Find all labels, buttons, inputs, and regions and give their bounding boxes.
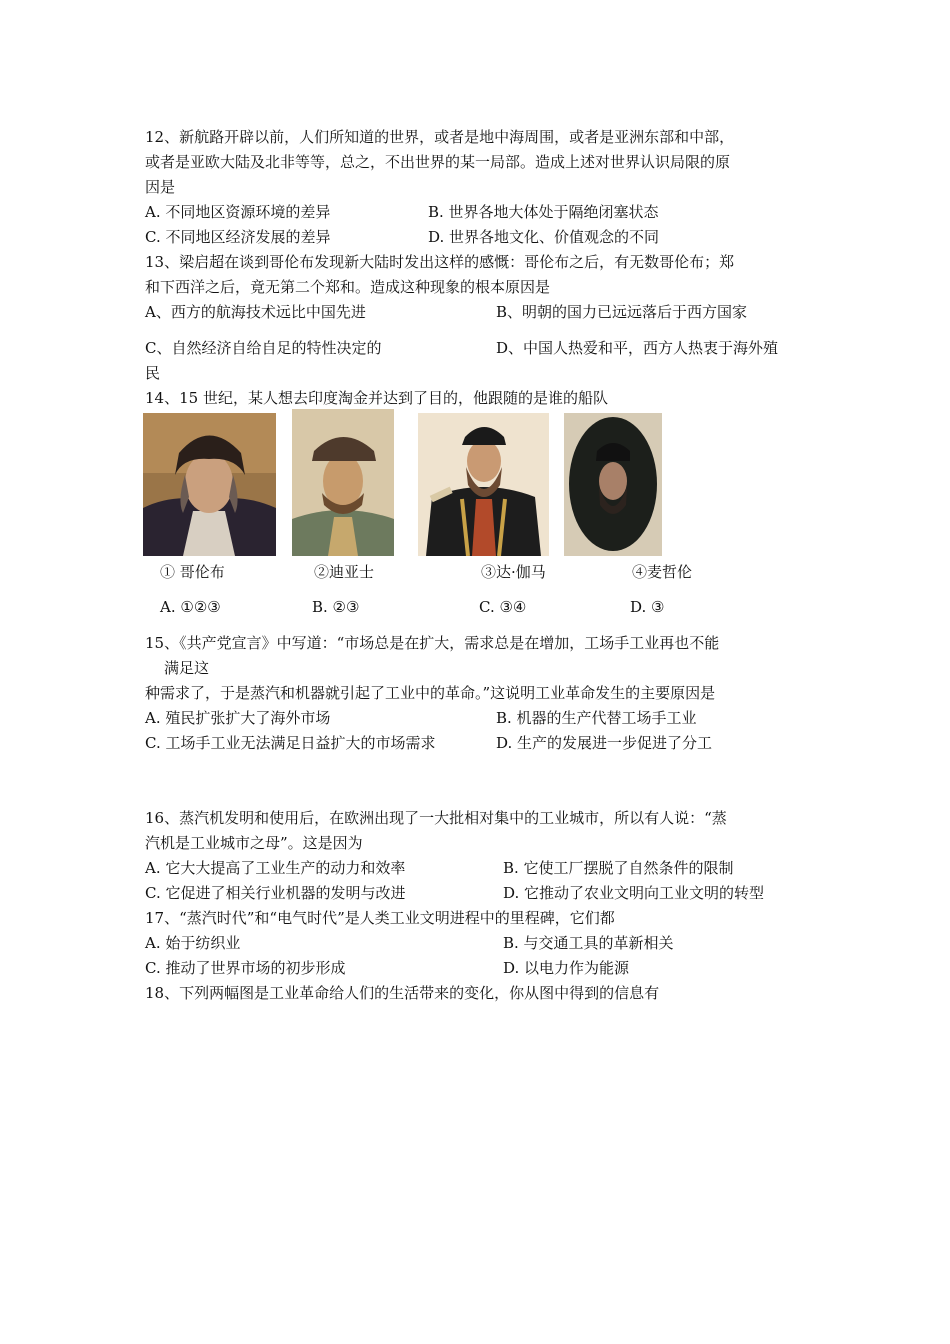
q16-option-b: B. 它使工厂摆脱了自然条件的限制 (503, 859, 734, 877)
caption-dias: ②迪亚士 (314, 563, 375, 581)
portrait-da-gama-image (418, 413, 549, 556)
q13-option-b: B、明朝的国力已远远落后于西方国家 (496, 303, 748, 321)
portrait-dias-image (292, 409, 394, 556)
q13-option-a: A、西方的航海技术远比中国先进 (145, 303, 366, 321)
q14-option-a: A. ①②③ (160, 598, 221, 616)
q12-stem-line-2: 或者是亚欧大陆及北非等等，总之，不出世界的某一局部。造成上述对世界认识局限的原 (145, 153, 731, 171)
q15-option-b: B. 机器的生产代替工场手工业 (496, 709, 697, 727)
q16-option-a: A. 它大大提高了工业生产的动力和效率 (145, 859, 406, 877)
q15-option-a: A. 殖民扩张扩大了海外市场 (145, 709, 331, 727)
q17-option-b: B. 与交通工具的革新相关 (503, 934, 674, 952)
q13-option-d: D、中国人热爱和平，西方人热衷于海外殖 (496, 339, 779, 357)
q16-stem-line-1: 16、蒸汽机发明和使用后，在欧洲出现了一大批相对集中的工业城市，所以有人说：“蒸 (145, 809, 727, 827)
q13-stem-line-2: 和下西洋之后，竟无第二个郑和。造成这种现象的根本原因是 (145, 278, 551, 296)
q17-stem: 17、“蒸汽时代”和“电气时代”是人类工业文明进程中的里程碑，它们都 (145, 909, 615, 927)
q18-stem: 18、下列两幅图是工业革命给人们的生活带来的变化，你从图中得到的信息有 (145, 984, 660, 1002)
portrait-magellan-image (564, 413, 662, 556)
q12-option-a: A. 不同地区资源环境的差异 (145, 203, 331, 221)
q14-stem: 14、15 世纪，某人想去印度淘金并达到了目的，他跟随的是谁的船队 (145, 389, 608, 407)
q13-stem-line-1: 13、梁启超在谈到哥伦布发现新大陆时发出这样的感慨：哥伦布之后，有无数哥伦布；郑 (145, 253, 735, 271)
q15-stem-line-3: 种需求了，于是蒸汽和机器就引起了工业中的革命。”这说明工业革命发生的主要原因是 (145, 684, 716, 702)
q12-option-d: D. 世界各地文化、价值观念的不同 (428, 228, 660, 246)
q17-option-c: C. 推动了世界市场的初步形成 (145, 959, 346, 977)
q13-option-c: C、自然经济自给自足的特性决定的 (145, 339, 382, 357)
q15-stem-line-2: 满足这 (164, 659, 210, 677)
q14-option-b: B. ②③ (312, 598, 360, 616)
q16-option-d: D. 它推动了农业文明向工业文明的转型 (503, 884, 765, 902)
q15-stem-line-1: 15、《共产党宣言》中写道：“市场总是在扩大，需求总是在增加，工场手工业再也不能 (145, 634, 720, 652)
q12-stem-line-1: 12、新航路开辟以前，人们所知道的世界，或者是地中海周围，或者是亚洲东部和中部， (145, 128, 735, 146)
q12-option-b: B. 世界各地大体处于隔绝闭塞状态 (428, 203, 659, 221)
caption-magellan: ④麦哲伦 (632, 563, 693, 581)
q15-option-d: D. 生产的发展进一步促进了分工 (496, 734, 713, 752)
caption-columbus: ① 哥伦布 (160, 563, 225, 581)
q17-option-a: A. 始于纺织业 (145, 934, 241, 952)
q13-option-d-wrap: 民 (145, 364, 161, 382)
portrait-columbus-image (143, 413, 276, 556)
q14-option-c: C. ③④ (479, 598, 527, 616)
q17-option-d: D. 以电力作为能源 (503, 959, 630, 977)
caption-da-gama: ③达·伽马 (481, 563, 546, 581)
q12-stem-line-3: 因是 (145, 178, 176, 196)
q15-option-c: C. 工场手工业无法满足日益扩大的市场需求 (145, 734, 436, 752)
q16-option-c: C. 它促进了相关行业机器的发明与改进 (145, 884, 406, 902)
q14-option-d: D. ③ (630, 598, 665, 616)
q16-stem-line-2: 汽机是工业城市之母”。这是因为 (145, 834, 363, 852)
q12-option-c: C. 不同地区经济发展的差异 (145, 228, 331, 246)
